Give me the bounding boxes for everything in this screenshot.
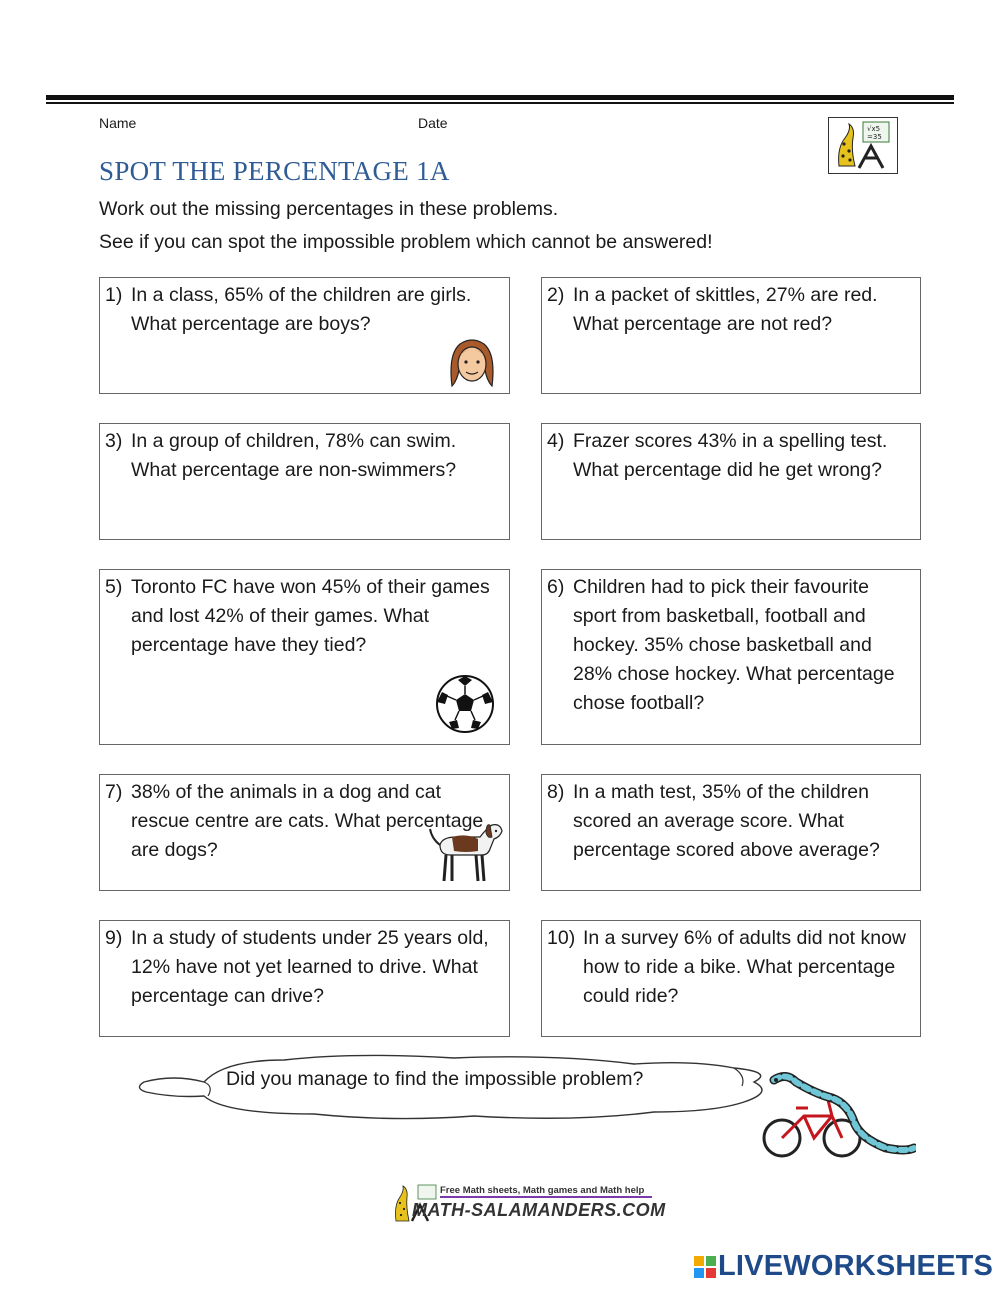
problem-text: In a group of children, 78% can swim. What percentage are non-swimmers? [131,430,457,481]
liveworksheets-brand[interactable]: LIVEWORKSHEETS [718,1250,994,1282]
problem-text: In a math test, 35% of the children scored an average score. What percentage scored above average? [573,781,880,861]
girl-face-icon [444,334,500,390]
problem-text: Frazer scores 43% in a spelling test. What percentage did he get wrong? [573,430,888,481]
problem-box-6[interactable] [541,569,921,745]
salamander-logo-icon [829,118,897,173]
worksheet-title: SPOT THE PERCENTAGE 1A [99,156,450,186]
problem-number: 6) [547,576,565,598]
problem-number: 5) [105,576,123,598]
problem-box-5[interactable] [99,569,510,745]
problem-number: 10) [547,927,576,949]
problem-number: 4) [547,430,565,452]
problem-number: 9) [105,927,123,949]
instruction-line-1: Work out the missing percentages in these problems. [99,198,559,220]
problem-number: 1) [105,284,123,306]
problem-box-10[interactable] [541,920,921,1037]
problem-text: 38% of the animals in a dog and cat rescue centre are cats. What percentage are dogs? [131,781,484,861]
problem-number: 8) [547,781,565,803]
footer-tagline: Free Math sheets, Math games and Math help [440,1185,645,1196]
problem-text: In a study of students under 25 years old, 12% have not yet learned to drive. What percentage can drive? [131,927,489,1007]
instruction-line-2: See if you can spot the impossible problem which cannot be answered! [99,231,713,253]
problem-number: 7) [105,781,123,803]
problem-box-3[interactable] [99,423,510,540]
name-label: Name [99,115,137,131]
problem-box-8[interactable] [541,774,921,891]
date-label: Date [418,115,448,131]
dog-icon [426,815,506,887]
problem-number: 3) [105,430,123,452]
salamander-logo [828,117,898,174]
header-rule-thick [46,95,954,100]
problem-number: 2) [547,284,565,306]
closing-question: Did you manage to find the impossible problem? [226,1068,644,1090]
problem-box-4[interactable] [541,423,921,540]
salamander-on-bike-icon [756,1068,916,1160]
liveworksheets-logo-icon [694,1256,716,1278]
footer-site: MATH-SALAMANDERS.COM [412,1200,666,1220]
problem-text: In a survey 6% of adults did not know how to ride a bike. What percentage could ride? [583,927,907,1007]
header-rule-thin [46,102,954,104]
soccer-ball-icon [435,674,495,734]
problem-text: In a packet of skittles, 27% are red. What percentage are not red? [573,284,878,335]
problem-text: In a class, 65% of the children are girls. What percentage are boys? [131,284,472,335]
problem-text: Children had to pick their favourite sport from basketball, football and hockey. 35% chose basketball and 28% chose hockey. What percentage chose football? [573,576,895,714]
problem-box-7[interactable] [99,774,510,891]
problem-box-2[interactable] [541,277,921,394]
svg-text:√x5: √x5 [867,125,881,133]
problem-box-1[interactable] [99,277,510,394]
svg-text:=35: =35 [867,133,882,141]
problem-box-9[interactable] [99,920,510,1037]
problem-text: Toronto FC have won 45% of their games and lost 42% of their games. What percentage have they tied? [131,576,490,656]
